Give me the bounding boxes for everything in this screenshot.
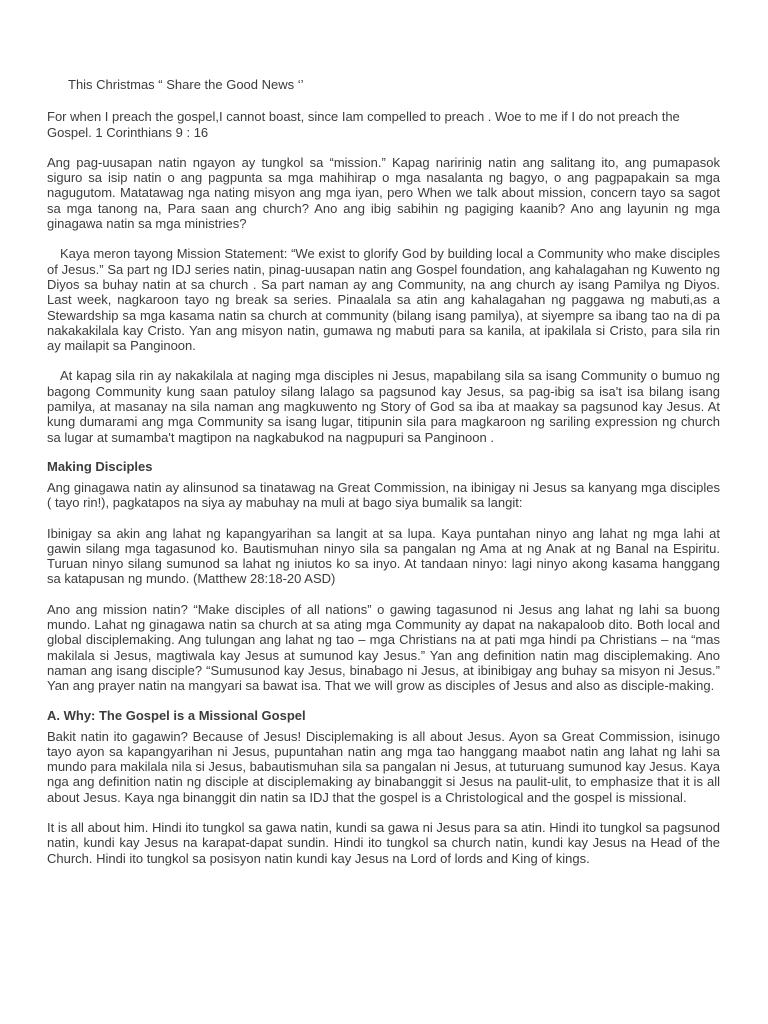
opening-verse: For when I preach the gospel,I cannot boast, since Iam compelled to preach . Woe to me if I do not preach the Gospel. 1 Corinthians 9 : 16 xyxy=(47,109,680,140)
document-content xyxy=(47,77,720,881)
document-title: This Christmas “ Share the Good News ‘’ xyxy=(68,77,304,92)
great-commission-quote: Ibinigay sa akin ang lahat ng kapangyarihan sa langit at sa lupa. Kaya puntahan ninyo ang lahat ng mga lahi at gawin silang mga tagasunod ko. Bautismuhan ninyo sila sa pangalan ng Ama at ng Anak at ng Banal na Espiritu. Turuan ninyo silang sumunod sa lahat ng iniutos ko sa inyo. At tandaan ninyo: lagi ninyo akong kasama hanggang sa katapusan ng mundo. (Matthew 28:18-20 ASD) xyxy=(47,525,720,587)
why-paragraph-2: It is all about him. Hindi ito tungkol sa gawa natin, kundi sa gawa ni Jesus para sa atin. Hindi ito tungkol sa pagsunod natin, kundi kay Jesus na karapat-dapat sundin. Hindi ito tungkol sa church natin, kundi kay Jesus na Head of the Church. Hindi ito tungkol sa posisyon natin kundi kay Jesus na Lord of lords and King of kings. xyxy=(47,819,720,866)
making-paragraph-1: Ang ginagawa natin ay alinsunod sa tinatawag na Great Commission, na ibinigay ni Jesus sa kanyang mga disciples ( tayo rin!), pagkatapos na siya ay mabuhay na muli at bago siya bumalik sa langit: xyxy=(47,479,720,511)
intro-paragraph-3: At kapag sila rin ay nakakilala at naging mga disciples ni Jesus, mapabilang sila sa isang Community o bumuo ng bagong Community kung saan patuloy silang lalago sa pagsunod kay Jesus, sa pag-ibig sa isa't isa bilang isang pamilya, at masanay na sila naman ang magkuwento ng Story of God sa iba at maakay sa pagsunod kay Jesus. At kung dumarami ang mga Community sa isang lugar, titipunin sila para magkaroon ng sariling expression ng church sa lugar at sumamba't magtipon na nagkabukod na nagpupuri sa Panginoon . xyxy=(47,368,720,445)
making-paragraph-3: Ano ang mission natin? “Make disciples of all nations” o gawing tagasunod ni Jesus ang lahat ng lahi sa buong mundo. Lahat ng ginagawa natin sa church at sa ating mga Community ay dapat na nakapaloob dito. Both local and global disciplemaking. Ang tulungan ang lahat ng tao – mga Christians na at pati mga hindi pa Christians – na “mas makilala si Jesus, magtiwala kay Jesus at sumunod kay Jesus.” Yan ang definition natin mag disciplemaking. Ano naman ang isang disciple? “Sumusunod kay Jesus, binabago ni Jesus, at ibinibigay ang buhay sa misyon ni Jesus.” Yan ang prayer natin na mangyari sa bawat isa. That we will grow as disciples of Jesus and also as disciple-making. xyxy=(47,601,720,694)
section-heading-why: A. Why: The Gospel is a Missional Gospel xyxy=(47,707,306,723)
intro-paragraph-1: Ang pag-uusapan natin ngayon ay tungkol sa “mission.” Kapag naririnig natin ang salitang ito, ang pumapasok siguro sa isip natin o ang pagpunta sa mga mahihirap o mga nasalanta ng bagyo, o ang pagpapakain sa mga nagugutom. Matatawag nga nating misyon ang mga iyan, pero When we talk about mission, concern tayo sa sagot sa mga tanong na, Para saan ang church? Ano ang ibig sabihin ng pagiging kaanib? Ano ang layunin ng mga ginagawa natin sa mga ministries? xyxy=(47,154,720,232)
intro-paragraph-2: Kaya meron tayong Mission Statement: “We exist to glorify God by building local a Community who make disciples of Jesus.” Sa part ng IDJ series natin, pinag-uusapan natin ang Gospel foundation, ang kahalagahan ng Kuwento ng Diyos sa buhay natin at sa church . Sa part naman ay ang Community, na ang church ay isang Pamilya ng Diyos. Last week, nagkaroon tayo ng break sa series. Pinaalala sa atin ang kahalagahan ng paggawa ng mabuti,as a Stewardship sa mga kasama natin sa church at community (bilang isang pamilya), at siyempre sa ibang tao na di pa nakakakilala kay Cristo. Yan ang misyon natin, gumawa ng mabuti para sa kanila, at ipakilala si Cristo, para sila rin ay mailapit sa Panginoon. xyxy=(47,246,720,354)
section-heading-making-disciples: Making Disciples xyxy=(47,458,153,474)
why-paragraph-1: Bakit natin ito gagawin? Because of Jesus! Disciplemaking is all about Jesus. Ayon sa Great Commission, isinugo tayo ayon sa kapangyarihan ni Jesus, pupuntahan natin ang mga tao hanggang maabot natin ang lahat ng lahi sa mundo para makilala nila si Jesus, babautismuhan sila sa pangalan ni Jesus, at tuturuang sumunod kay Jesus. Kaya nga ang definition natin ng disciple at disciplemaking ay binabanggit si Jesus na paulit-ulit, to emphasize that it is all about Jesus. Kaya nga binanggit din natin sa IDJ that the gospel is a Christological and the gospel is missional. xyxy=(47,728,720,805)
